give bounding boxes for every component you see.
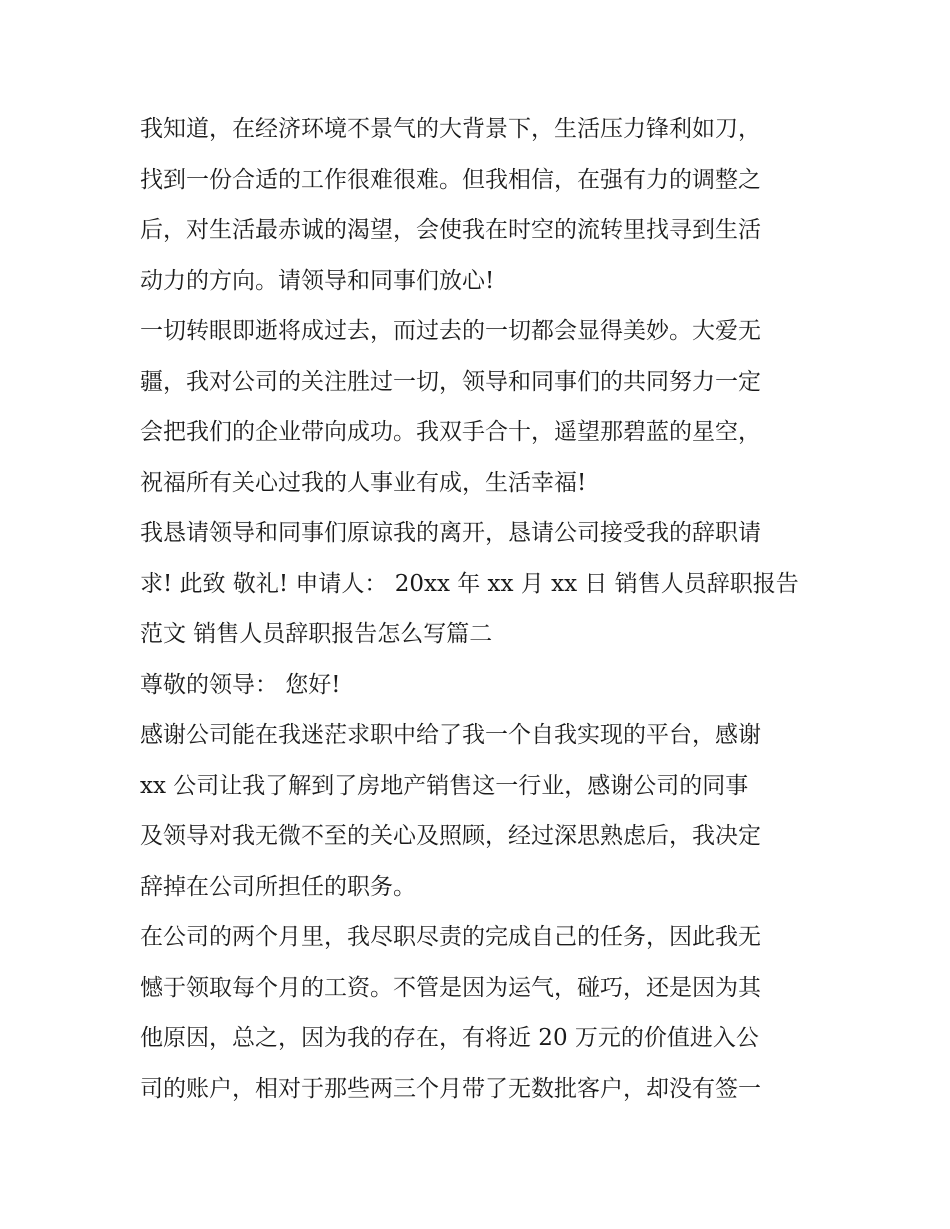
- text-line: 范文 销售人员辞职报告怎么写篇二: [140, 621, 493, 647]
- text-line: 一切转眼即逝将成过去，而过去的一切都会显得美妙。大爱无: [140, 318, 761, 344]
- text-line: 他原因，总之，因为我的存在，有将近 20 万元的价值进入公: [140, 1025, 759, 1051]
- document-body: [140, 104, 830, 1114]
- text-line: 动力的方向。请领导和同事们放心!: [140, 267, 495, 294]
- text-line: 感谢公司能在我迷茫求职中给了我一个自我实现的平台，感谢: [140, 722, 761, 748]
- text-line: 辞掉在公司所担任的职务。: [140, 873, 416, 900]
- text-line: 会把我们的企业带向成功。我双手合十，遥望那碧蓝的星空，: [140, 419, 761, 445]
- text-line: 后，对生活最赤诚的渴望，会使我在时空的流转里找寻到生活: [140, 217, 761, 243]
- text-line: 祝福所有关心过我的人事业有成，生活幸福!: [140, 469, 587, 496]
- text-line: 憾于领取每个月的工资。不管是因为运气，碰巧，还是因为其: [140, 974, 761, 1001]
- text-line: 我恳请领导和同事们原谅我的离开，恳请公司接受我的辞职请: [140, 520, 761, 546]
- text-line: 疆，我对公司的关注胜过一切，领导和同事们的共同努力一定: [140, 368, 761, 395]
- text-line: 尊敬的领导： 您好!: [140, 671, 341, 698]
- text-line: 及领导对我无微不至的关心及照顾，经过深思熟虑后，我决定: [140, 823, 761, 849]
- text-line: 在公司的两个月里，我尽职尽责的完成自己的任务，因此我无: [140, 924, 761, 950]
- text-line: xx 公司让我了解到了房地产销售这一行业，感谢公司的同事: [140, 772, 749, 799]
- text-line: 我知道，在经济环境不景气的大背景下，生活压力锋利如刀，: [140, 116, 761, 142]
- text-line: 求! 此致 敬礼! 申请人： 20xx 年 xx 月 xx 日 销售人员辞职报告: [140, 570, 799, 597]
- text-line: 司的账户，相对于那些两三个月带了无数批客户，却没有签一: [140, 1075, 761, 1102]
- text-line: 找到一份合适的工作很难很难。但我相信，在强有力的调整之: [140, 166, 761, 193]
